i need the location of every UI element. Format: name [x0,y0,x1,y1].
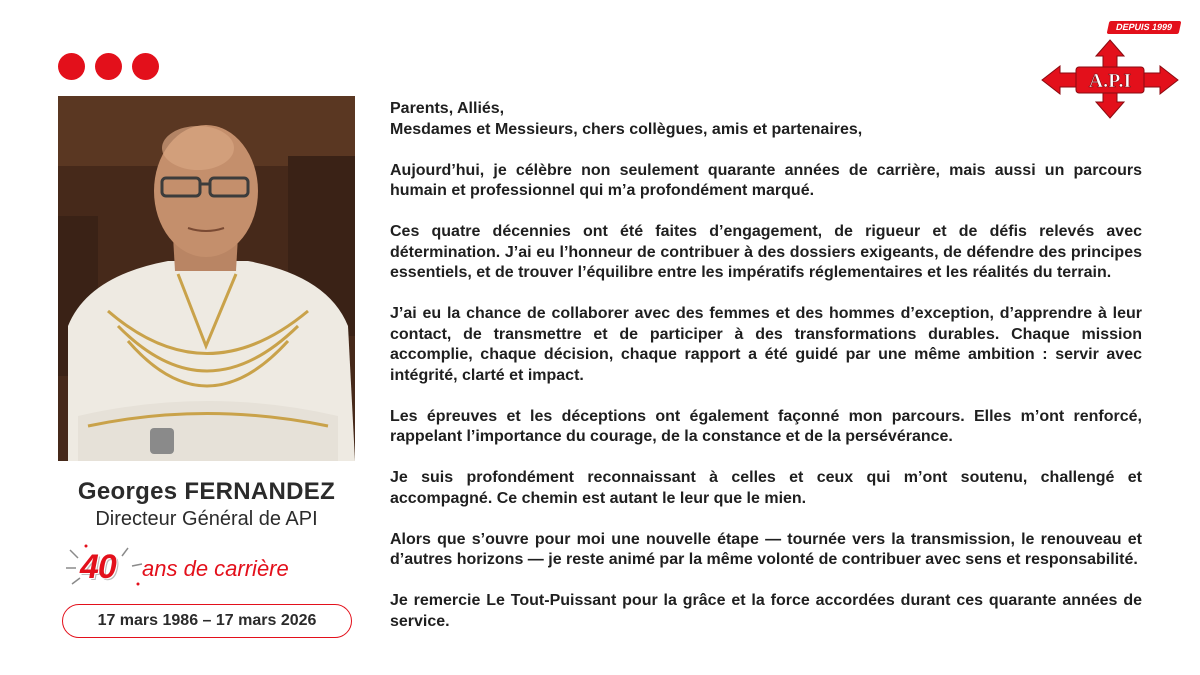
letter-body [390,99,1142,653]
logo-badge: DEPUIS 1999 [1107,21,1182,34]
red-dot [58,53,85,80]
letter-paragraph: Alors que s’ouvre pour moi une nouvelle étape — tournée vers la transmission, le renouveau et d’autres horizons — je reste animé par la même volonté de contribuer avec sens et responsabilité. [390,530,1142,568]
career-dates: 17 mars 1986 – 17 mars 2026 [62,604,352,638]
letter-paragraph: Je suis profondément reconnaissant à celles et ceux qui m’ont soutenu, challengé et accompagné. Ce chemin est autant le leur que le mien. [390,469,1142,507]
red-dot [95,53,122,80]
decorative-dots [58,53,159,80]
letter-paragraph: J’ai eu la chance de collaborer avec des femmes et des hommes d’exception, d’apprendre à leur contact, de transmettre et de participer à des transformations durables. Chaque mission accomplie, chaque décision, chaque rapport a été guidé par une même ambition : servir avec intégrité, clarté et impact. [390,305,1142,384]
letter-paragraph: Ces quatre décennies ont été faites d’engagement, de rigueur et de défis relevés avec détermination. J’ai eu l’honneur de contribuer à des dossiers exigeants, de défendre des principes essentiels, et de trouver l’équilibre entre les impératifs réglementaires et les réalités du terrain. [390,223,1142,281]
salutation [390,99,1142,140]
red-dot [132,53,159,80]
letter-paragraph: Les épreuves et les déceptions ont également façonné mon parcours. Elles m’ont renforcé, rappelant l’importance du courage, de la constance et de la persévérance. [390,407,1142,445]
letter-paragraph: Aujourd’hui, je célèbre non seulement quarante années de carrière, mais aussi un parcours humain et professionnel qui m’a profondément marqué. [390,161,1142,199]
salutation-line: Parents, Alliés, [390,100,505,117]
salutation-line: Mesdames et Messieurs, chers collègues, amis et partenaires, [390,120,863,138]
years-number: 40 [80,548,116,586]
career-label: ans de carrière [142,556,289,581]
person-title: Directeur Général de API [95,508,318,530]
portrait-photo [58,96,355,461]
person-name: Georges FERNANDEZ [77,478,336,505]
letter-paragraph: Je remercie Le Tout-Puissant pour la grâce et la force accordées durant ces quarante années de service. [390,592,1142,630]
logo-text: A.P.I [1088,70,1132,92]
